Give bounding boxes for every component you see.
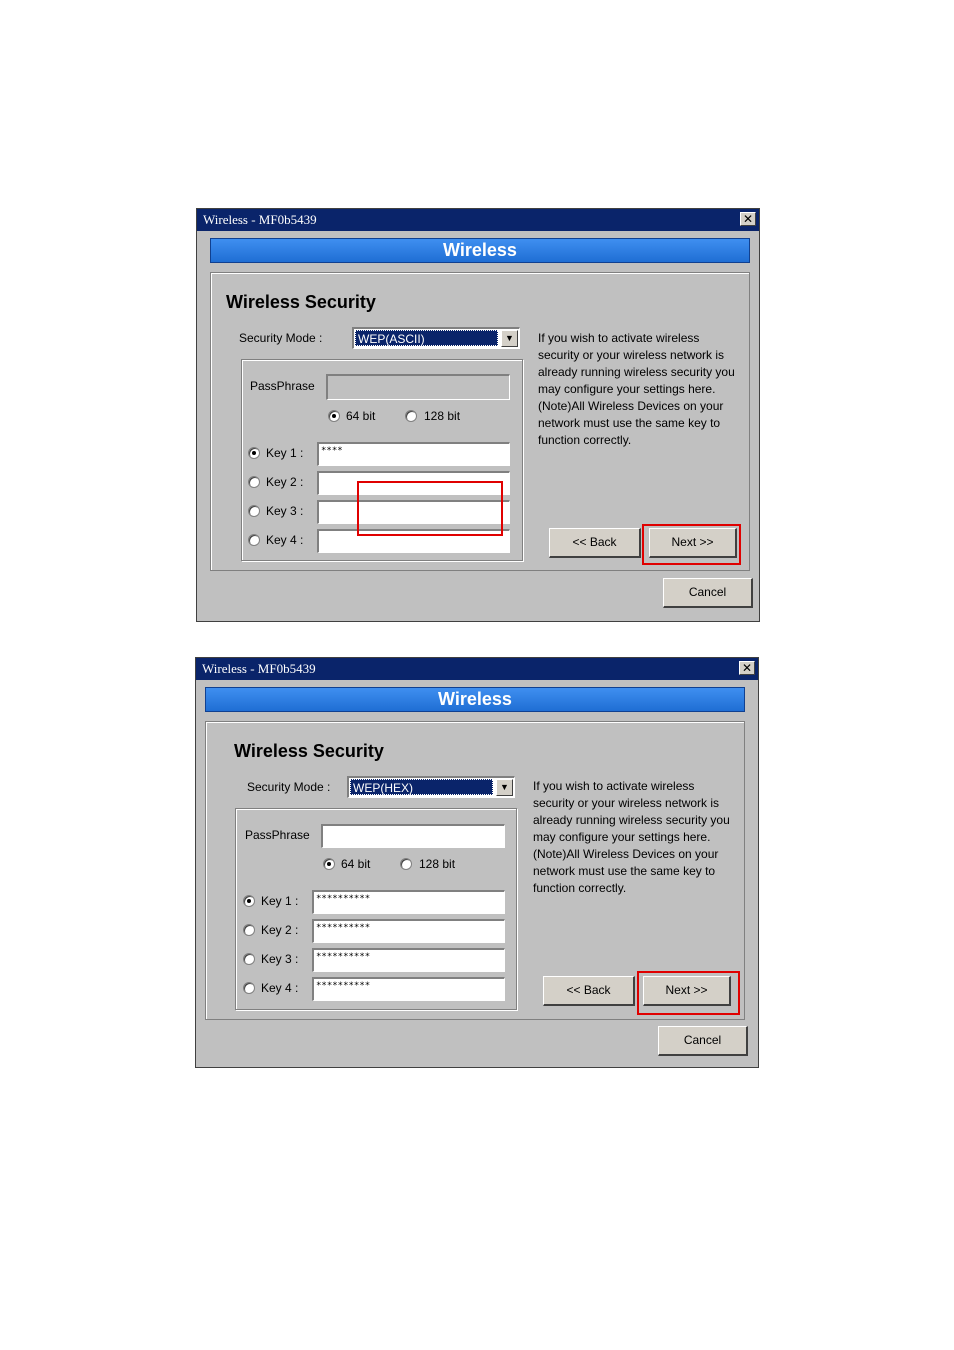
radio-128-bit[interactable] [405,410,417,422]
wireless-dialog-ascii [196,208,760,622]
banner-title: Wireless [210,238,750,263]
next-button[interactable]: Next >> [643,976,731,1006]
security-mode-value: WEP(ASCII) [355,330,498,346]
key-1-label: Key 1 : [261,894,299,908]
info-text: If you wish to activate wireless security or your wireless network is already running wireless security you may configure your settings here. (Note)All Wireless Devices on your network must use the same key to function correctly. [538,331,735,447]
window-title: Wireless - MF0b5439 [203,212,317,227]
passphrase-input[interactable] [326,374,510,400]
radio-128-bit-label: 128 bit [419,857,456,871]
key-2-label: Key 2 : [266,475,304,489]
security-mode-label: Security Mode : [247,780,331,794]
security-mode-value: WEP(HEX) [350,779,493,795]
security-mode-select[interactable] [347,776,515,798]
key-1-label: Key 1 : [266,446,304,460]
radio-128-bit[interactable] [400,858,412,870]
radio-key-1[interactable] [243,895,255,907]
radio-128-bit-label: 128 bit [424,409,461,423]
title-bar [197,209,759,231]
window-title: Wireless - MF0b5439 [202,661,316,676]
radio-key-2[interactable] [248,476,260,488]
cancel-button[interactable]: Cancel [663,578,753,608]
radio-key-3[interactable] [243,953,255,965]
radio-64-bit-label: 64 bit [346,409,376,423]
section-title: Wireless Security [226,292,376,312]
close-icon[interactable]: ✕ [739,661,755,675]
radio-key-1[interactable] [248,447,260,459]
back-button[interactable]: << Back [549,528,641,558]
chevron-down-icon[interactable]: ▼ [496,779,513,796]
security-mode-select[interactable] [352,327,520,349]
close-icon[interactable]: ✕ [740,212,756,226]
radio-key-2[interactable] [243,924,255,936]
radio-key-4[interactable] [248,534,260,546]
radio-64-bit-label: 64 bit [341,857,371,871]
chevron-down-icon[interactable]: ▼ [501,330,518,347]
key-4-label: Key 4 : [266,533,304,547]
highlight-next-button [637,971,740,1015]
passphrase-label: PassPhrase [245,828,310,842]
radio-key-4[interactable] [243,982,255,994]
title-bar [196,658,758,680]
key-1-input[interactable]: ********** [312,890,505,914]
radio-64-bit[interactable] [328,410,340,422]
banner-title: Wireless [205,687,745,712]
back-button[interactable]: << Back [543,976,635,1006]
key-4-label: Key 4 : [261,981,299,995]
key-3-label: Key 3 : [266,504,304,518]
highlight-key-fields [357,481,503,536]
highlight-next-button [642,524,741,565]
key-3-label: Key 3 : [261,952,299,966]
key-2-label: Key 2 : [261,923,299,937]
passphrase-label: PassPhrase [250,379,315,393]
key-4-input[interactable]: ********** [312,977,505,1001]
info-text: If you wish to activate wireless security or your wireless network is already running wireless security you may configure your settings here. (Note)All Wireless Devices on your network must use the same key to function correctly. [533,779,730,895]
passphrase-input[interactable] [321,824,505,848]
key-1-input[interactable]: **** [317,442,510,466]
key-2-input[interactable]: ********** [312,919,505,943]
radio-64-bit[interactable] [323,858,335,870]
wireless-dialog-hex [195,657,759,1068]
next-button[interactable]: Next >> [649,528,737,558]
cancel-button[interactable]: Cancel [658,1026,748,1056]
radio-key-3[interactable] [248,505,260,517]
key-3-input[interactable]: ********** [312,948,505,972]
security-mode-label: Security Mode : [239,331,323,345]
section-title: Wireless Security [234,741,384,761]
